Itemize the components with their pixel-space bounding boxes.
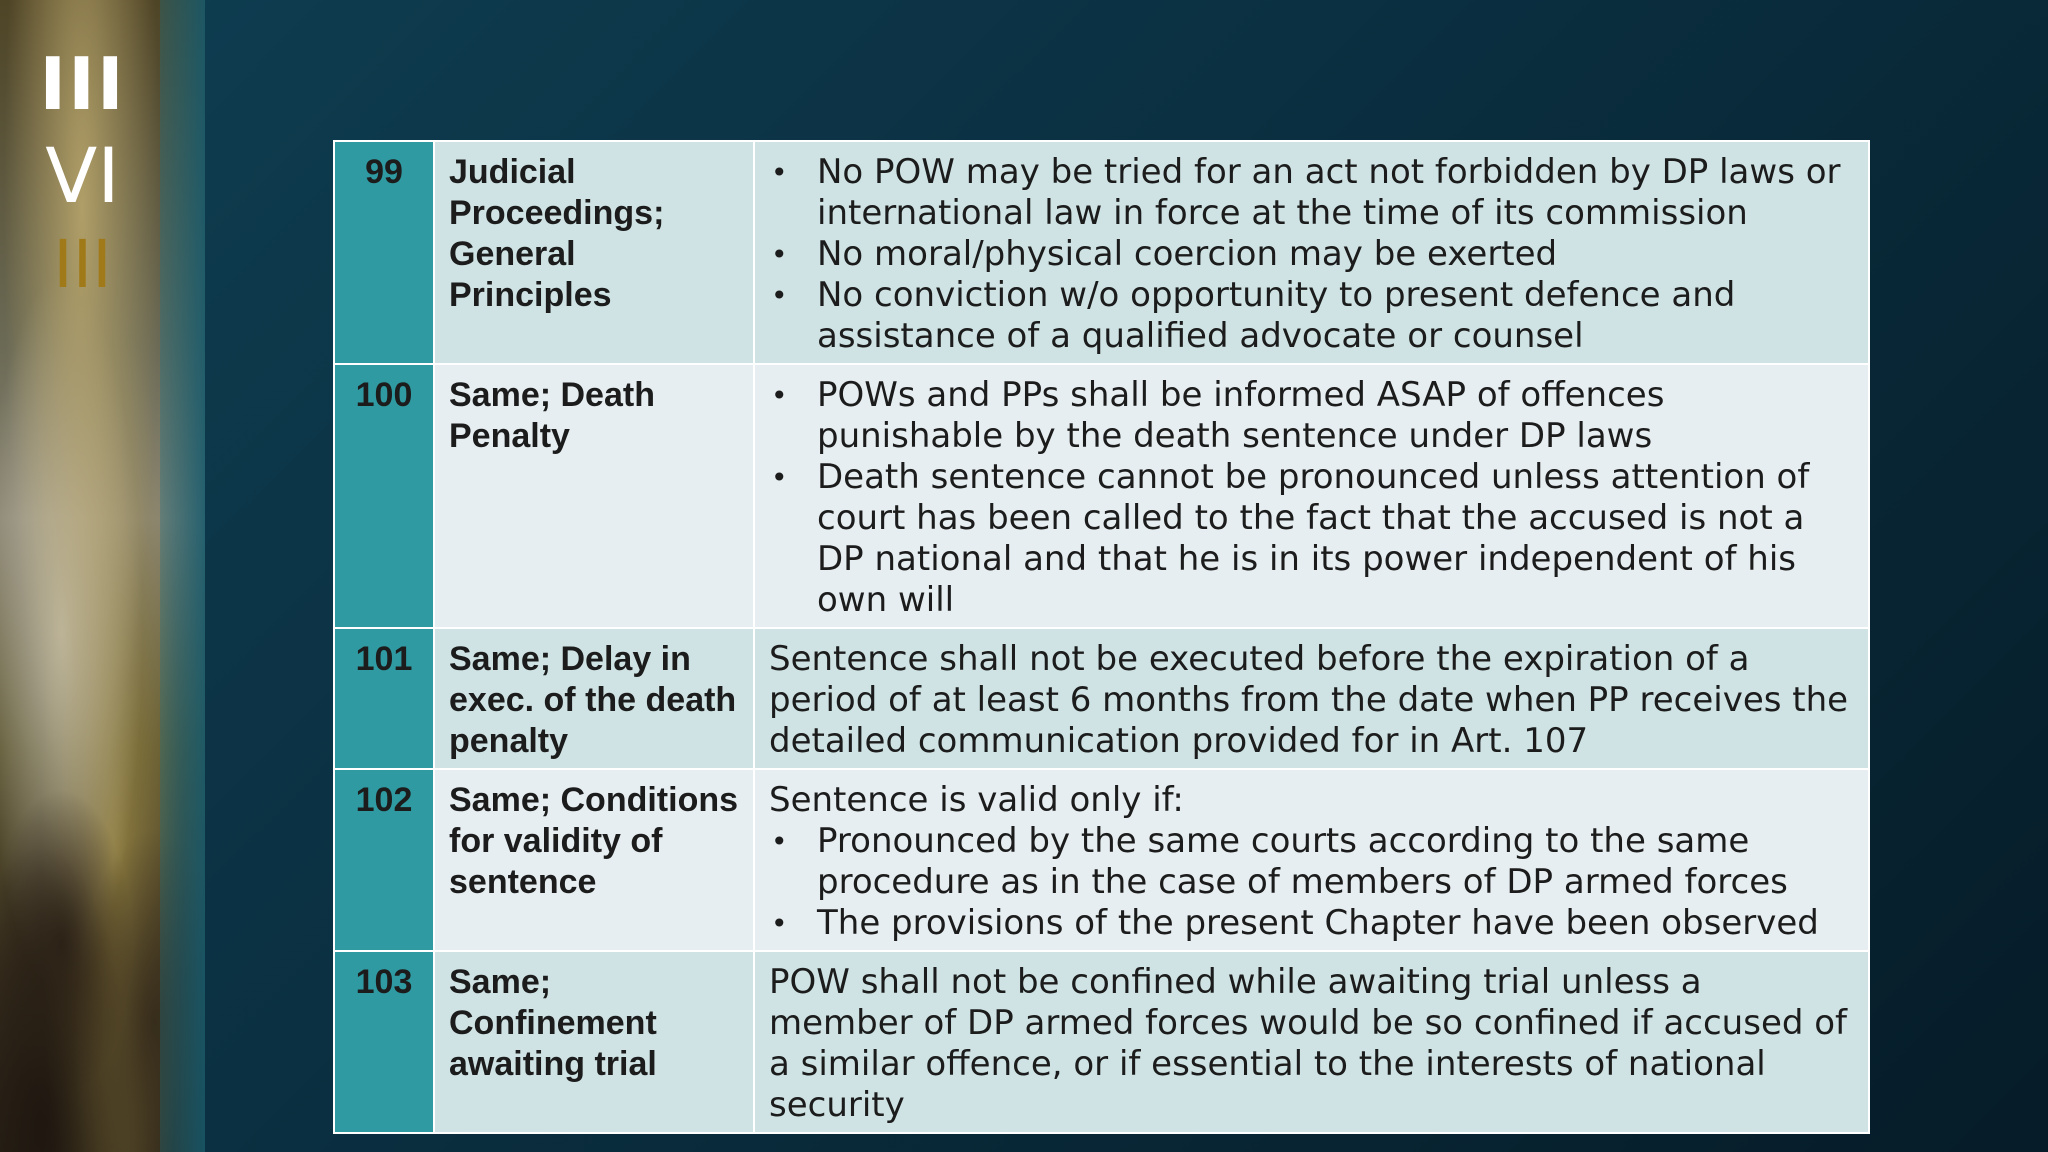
bullet-item: • Pronounced by the same courts according to the same procedure as in the case of members of DP armed forces bbox=[769, 821, 1854, 903]
bullet-item: • Death sentence cannot be pronounced unless attention of court has been called to the fact that the accused is not a DP national and that he is in its power independent of his own will bbox=[769, 457, 1854, 621]
article-content bbox=[754, 628, 1869, 769]
bullet-item: • POWs and PPs shall be informed ASAP of offences punishable by the death sentence under DP laws bbox=[769, 375, 1854, 457]
content-text: POW shall not be confined while awaiting trial unless a member of DP armed forces would be so confined if accused of a similar offence, or if essential to the interests of national security bbox=[769, 962, 1848, 1125]
side-image-panel bbox=[0, 0, 205, 1152]
roman-numeral-middle: VI bbox=[45, 131, 120, 220]
bullet-item: • No POW may be tried for an act not forbidden by DP laws or international law in force at the time of its commission bbox=[769, 152, 1854, 234]
article-number: 102 bbox=[334, 769, 434, 951]
content-text: Sentence shall not be executed before the expiration of a period of at least 6 months from the date when PP receives the detailed communication provided for in Art. 107 bbox=[769, 639, 1849, 761]
bullet-item: • No moral/physical coercion may be exerted bbox=[769, 234, 1854, 275]
roman-numeral-top: III bbox=[39, 42, 126, 126]
side-tint bbox=[160, 0, 205, 1152]
bullet-item: • The provisions of the present Chapter have been observed bbox=[769, 903, 1854, 944]
article-content bbox=[754, 141, 1869, 364]
articles-table bbox=[333, 140, 1870, 1134]
table-row bbox=[334, 364, 1869, 628]
article-title: Same; Death Penalty bbox=[434, 364, 754, 628]
content-text: Sentence is valid only if: bbox=[769, 780, 1184, 820]
article-title: Same; Delay in exec. of the death penalty bbox=[434, 628, 754, 769]
article-number: 101 bbox=[334, 628, 434, 769]
article-content bbox=[754, 364, 1869, 628]
table-row bbox=[334, 628, 1869, 769]
bullet-list bbox=[769, 821, 1854, 944]
table-row bbox=[334, 141, 1869, 364]
roman-numeral-bottom: III bbox=[53, 226, 112, 303]
article-number: 99 bbox=[334, 141, 434, 364]
article-title: Same; Confinement awaiting trial bbox=[434, 951, 754, 1133]
table-row bbox=[334, 951, 1869, 1133]
article-number: 103 bbox=[334, 951, 434, 1133]
article-number: 100 bbox=[334, 364, 434, 628]
article-title: Judicial Proceedings; General Principles bbox=[434, 141, 754, 364]
bullet-list bbox=[769, 152, 1854, 357]
bullet-list bbox=[769, 375, 1854, 621]
article-content bbox=[754, 769, 1869, 951]
bullet-item: • No conviction w/o opportunity to present defence and assistance of a qualified advocate or counsel bbox=[769, 275, 1854, 357]
article-content bbox=[754, 951, 1869, 1133]
article-title: Same; Conditions for validity of sentence bbox=[434, 769, 754, 951]
table-row bbox=[334, 769, 1869, 951]
